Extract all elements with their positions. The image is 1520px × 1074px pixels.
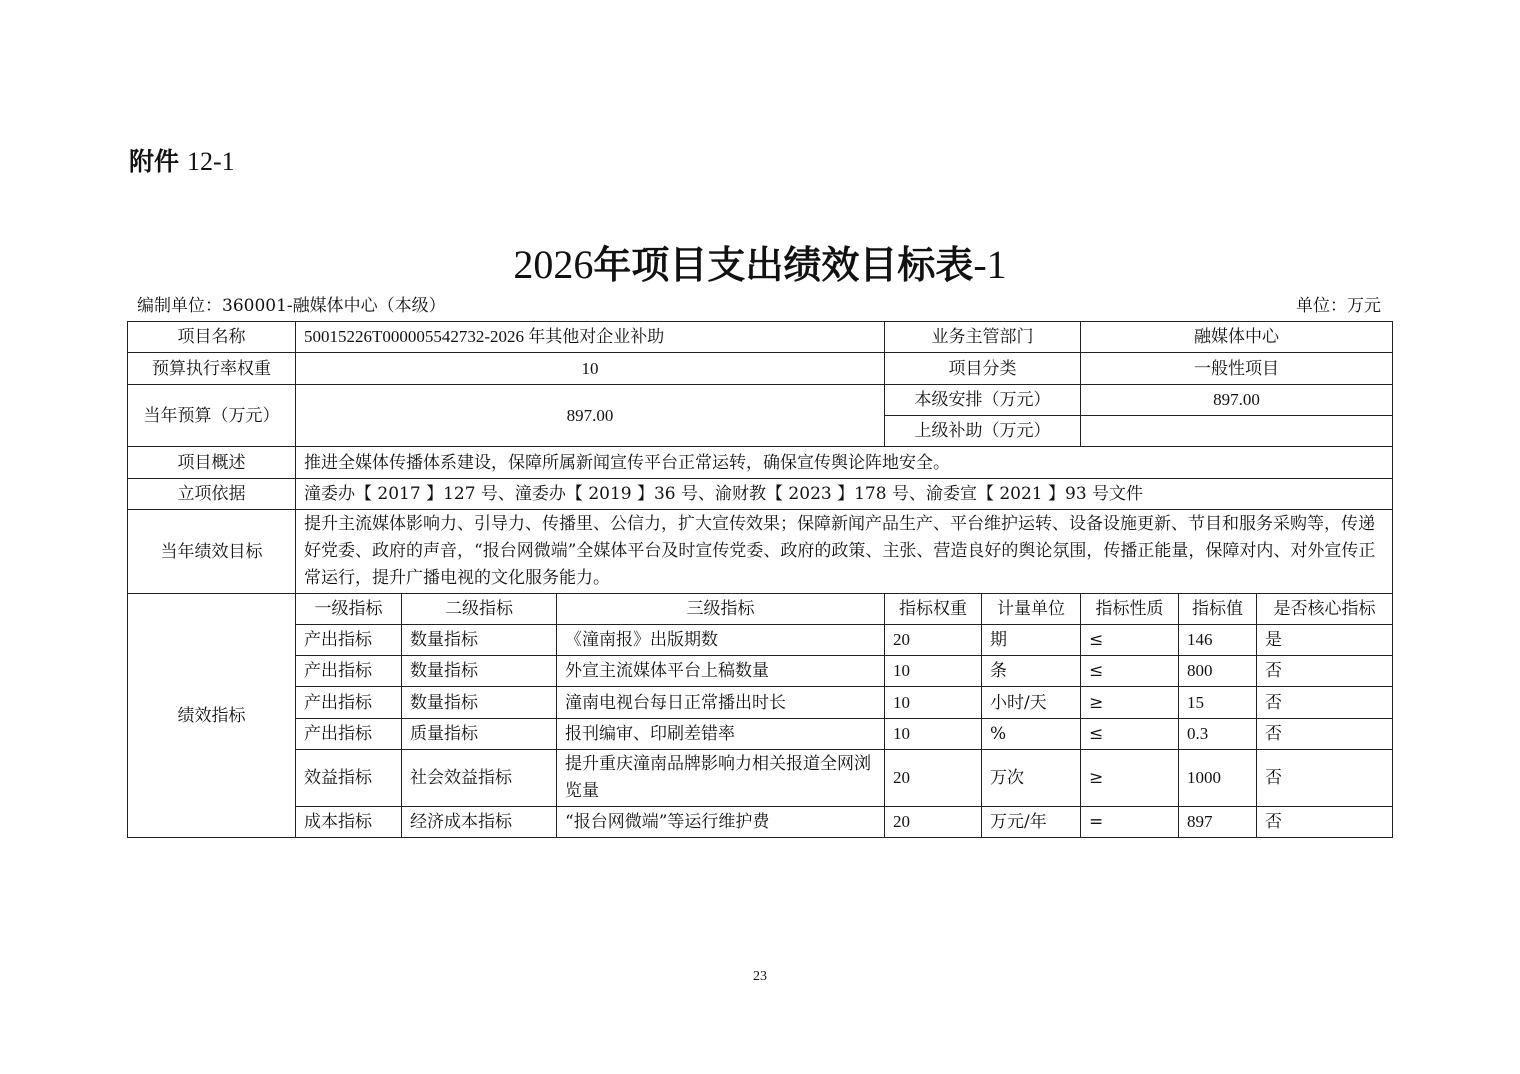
overview-value: 推进全媒体传播体系建设，保障所属新闻宣传平台正常运转，确保宣传舆论阵地安全。 (296, 447, 1393, 479)
table-row (128, 625, 1393, 656)
cell-level1: 产出指标 (296, 719, 402, 750)
local-arrangement-label: 本级安排（万元） (885, 385, 1081, 416)
header-value: 指标值 (1179, 594, 1257, 625)
cell-weight: 10 (885, 719, 982, 750)
header-level2: 二级指标 (402, 594, 557, 625)
dept-label: 业务主管部门 (885, 322, 1081, 353)
header-weight: 指标权重 (885, 594, 982, 625)
cell-unit: 条 (982, 656, 1081, 687)
header-core: 是否核心指标 (1257, 594, 1393, 625)
cell-value: 897 (1179, 807, 1257, 838)
cell-level3: “报台网微端”等运行维护费 (557, 807, 885, 838)
goal-label: 当年绩效目标 (128, 510, 296, 594)
indicator-header-row (128, 594, 1393, 625)
performance-target-table (127, 321, 1393, 838)
cell-level1: 效益指标 (296, 750, 402, 807)
cell-value: 0.3 (1179, 719, 1257, 750)
title-year: 2026 (513, 242, 594, 287)
basis-value: 潼委办【 2017 】127 号、潼委办【 2019 】36 号、渝财教【 2023 】178 号、渝委宣【 2021 】93 号文件 (296, 479, 1393, 510)
title-suffix: -1 (973, 242, 1007, 287)
goal-value: 提升主流媒体影响力、引导力、传播里、公信力，扩大宣传效果；保障新闻产品生产、平台维护运转、设备设施更新、节目和服务采购等，传递好党委、政府的声音，“报台网微端”全媒体平台及时宣传党委、政府的政策、主张、营造良好的舆论氛围，传播正能量，保障对内、对外宣传正常运行，提升广播电视的文化服务能力。 (296, 510, 1393, 594)
row-budget (128, 385, 1393, 416)
title-main: 年项目支出绩效目标表 (593, 243, 974, 287)
cell-level2: 社会效益指标 (402, 750, 557, 807)
weight-label: 预算执行率权重 (128, 353, 296, 385)
cell-nature: ≥ (1081, 750, 1179, 807)
cell-weight: 20 (885, 807, 982, 838)
row-basis (128, 479, 1393, 510)
budget-value: 897.00 (296, 385, 885, 447)
row-weight (128, 353, 1393, 385)
local-arrangement-value: 897.00 (1081, 385, 1393, 416)
cell-core: 否 (1257, 687, 1393, 719)
cell-level1: 产出指标 (296, 625, 402, 656)
cell-core: 否 (1257, 807, 1393, 838)
cell-nature: ≤ (1081, 719, 1179, 750)
indicators-section-label: 绩效指标 (128, 594, 296, 838)
row-project-name (128, 322, 1393, 353)
cell-level1: 产出指标 (296, 656, 402, 687)
cell-nature: = (1081, 807, 1179, 838)
attachment-label (129, 146, 235, 178)
table-row (128, 807, 1393, 838)
header-nature: 指标性质 (1081, 594, 1179, 625)
row-goal (128, 510, 1393, 594)
page-number: 23 (753, 969, 767, 984)
cell-level2: 数量指标 (402, 656, 557, 687)
upper-subsidy-label: 上级补助（万元） (885, 416, 1081, 447)
table-row (128, 687, 1393, 719)
project-name-value: 50015226T000005542732-2026 年其他对企业补助 (296, 322, 885, 353)
cell-level2: 经济成本指标 (402, 807, 557, 838)
overview-label: 项目概述 (128, 447, 296, 479)
cell-core: 是 (1257, 625, 1393, 656)
cell-nature: ≤ (1081, 656, 1179, 687)
cell-core: 否 (1257, 750, 1393, 807)
header-unit: 计量单位 (982, 594, 1081, 625)
cell-level3: 外宣主流媒体平台上稿数量 (557, 656, 885, 687)
cell-level3: 报刊编审、印刷差错率 (557, 719, 885, 750)
category-value: 一般性项目 (1081, 353, 1393, 385)
cell-unit: 万次 (982, 750, 1081, 807)
dept-value: 融媒体中心 (1081, 322, 1393, 353)
cell-weight: 10 (885, 656, 982, 687)
cell-level3: 提升重庆潼南品牌影响力相关报道全网浏览量 (557, 750, 885, 807)
row-overview (128, 447, 1393, 479)
cell-level3: 潼南电视台每日正常播出时长 (557, 687, 885, 719)
cell-unit: 小时/天 (982, 687, 1081, 719)
attachment-number: 12-1 (187, 147, 235, 176)
cell-level1: 产出指标 (296, 687, 402, 719)
cell-weight: 10 (885, 687, 982, 719)
cell-unit: 期 (982, 625, 1081, 656)
cell-weight: 20 (885, 750, 982, 807)
cell-core: 否 (1257, 656, 1393, 687)
weight-value: 10 (296, 353, 885, 385)
cell-nature: ≥ (1081, 687, 1179, 719)
cell-level1: 成本指标 (296, 807, 402, 838)
cell-value: 15 (1179, 687, 1257, 719)
cell-value: 1000 (1179, 750, 1257, 807)
currency-unit: 单位：万元 (1296, 296, 1381, 316)
cell-value: 146 (1179, 625, 1257, 656)
basis-label: 立项依据 (128, 479, 296, 510)
cell-core: 否 (1257, 719, 1393, 750)
category-label: 项目分类 (885, 353, 1081, 385)
upper-subsidy-value (1081, 416, 1393, 447)
budget-label: 当年预算（万元） (128, 385, 296, 447)
cell-level2: 质量指标 (402, 719, 557, 750)
cell-unit: % (982, 719, 1081, 750)
project-name-label: 项目名称 (128, 322, 296, 353)
attachment-text: 附件 (129, 147, 180, 176)
cell-level3: 《潼南报》出版期数 (557, 625, 885, 656)
page-title (0, 240, 1520, 290)
table-row (128, 656, 1393, 687)
cell-level2: 数量指标 (402, 625, 557, 656)
compiling-unit: 编制单位：360001-融媒体中心（本级） (137, 296, 446, 316)
cell-weight: 20 (885, 625, 982, 656)
cell-unit: 万元/年 (982, 807, 1081, 838)
header-level1: 一级指标 (296, 594, 402, 625)
cell-level2: 数量指标 (402, 687, 557, 719)
table-row (128, 750, 1393, 807)
cell-nature: ≤ (1081, 625, 1179, 656)
header-level3: 三级指标 (557, 594, 885, 625)
table-row (128, 719, 1393, 750)
cell-value: 800 (1179, 656, 1257, 687)
